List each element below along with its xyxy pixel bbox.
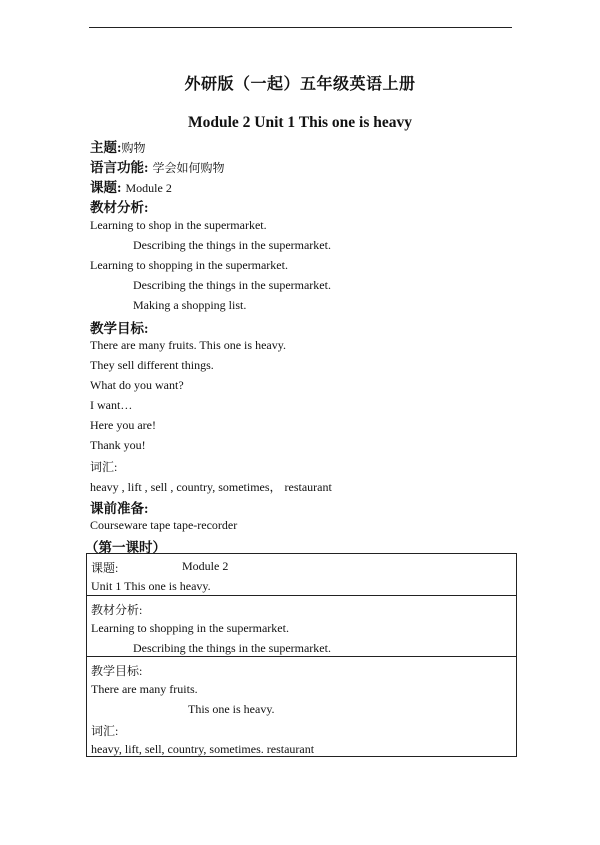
goal-line: Here you are!: [90, 418, 156, 432]
table-vocab-value: heavy, lift, sell, country, sometimes. restaurant: [91, 742, 315, 756]
prep-label: 课前准备:: [90, 501, 149, 516]
goal-line: I want…: [90, 398, 133, 412]
goal-line: There are many fruits. This one is heavy.: [90, 338, 286, 352]
theme-label: 主题:: [90, 140, 122, 155]
function-value: 学会如何购物: [152, 161, 225, 175]
table-analysis-line: Describing the things in the supermarket.: [133, 641, 331, 655]
analysis-line: Learning to shopping in the supermarket.: [90, 258, 288, 272]
goal-line: Thank you!: [90, 438, 146, 452]
topic-label: 课题:: [90, 180, 122, 195]
table-goals-label: 教学目标:: [91, 664, 143, 678]
table-row: [87, 656, 516, 756]
lesson-label: （第一课时）: [85, 540, 166, 555]
table-row: [87, 595, 516, 656]
goal-line: What do you want?: [90, 378, 184, 392]
analysis-line: Learning to shop in the supermarket.: [90, 218, 267, 232]
page-title: 外研版（一起）五年级英语上册: [184, 76, 416, 93]
table-row: [87, 554, 516, 595]
function-row: [90, 156, 225, 177]
theme-row: [90, 136, 146, 157]
lesson-subtitle: Module 2 Unit 1 This one is heavy: [187, 114, 413, 131]
goals-label: 教学目标:: [90, 321, 149, 336]
table-analysis-line: Learning to shopping in the supermarket.: [91, 621, 289, 635]
analysis-line: Describing the things in the supermarket.: [133, 278, 331, 292]
header-rule: [89, 27, 512, 28]
table-topic-label: 课题:: [91, 561, 119, 575]
vocab-value: heavy , lift , sell , country, sometimes， restaurant: [90, 480, 332, 494]
function-label: 语言功能:: [90, 160, 149, 175]
table-vocab-label: 词汇:: [91, 724, 119, 738]
theme-value: 购物: [121, 141, 146, 155]
analysis-line: Making a shopping list.: [133, 298, 247, 312]
goal-line: They sell different things.: [90, 358, 214, 372]
table-goal-line: This one is heavy.: [188, 702, 275, 716]
topic-value: Module 2: [125, 181, 172, 195]
lesson-table: [86, 553, 517, 757]
table-analysis-label: 教材分析:: [91, 603, 143, 617]
analysis-line: Describing the things in the supermarket.: [133, 238, 331, 252]
prep-value: Courseware tape tape-recorder: [90, 518, 238, 532]
table-topic-value: Module 2: [182, 559, 229, 573]
analysis-label: 教材分析:: [90, 200, 149, 215]
vocab-label: 词汇:: [90, 460, 118, 474]
table-unit: Unit 1 This one is heavy.: [91, 579, 211, 593]
table-goal-line: There are many fruits.: [91, 682, 198, 696]
topic-row: [90, 176, 172, 197]
